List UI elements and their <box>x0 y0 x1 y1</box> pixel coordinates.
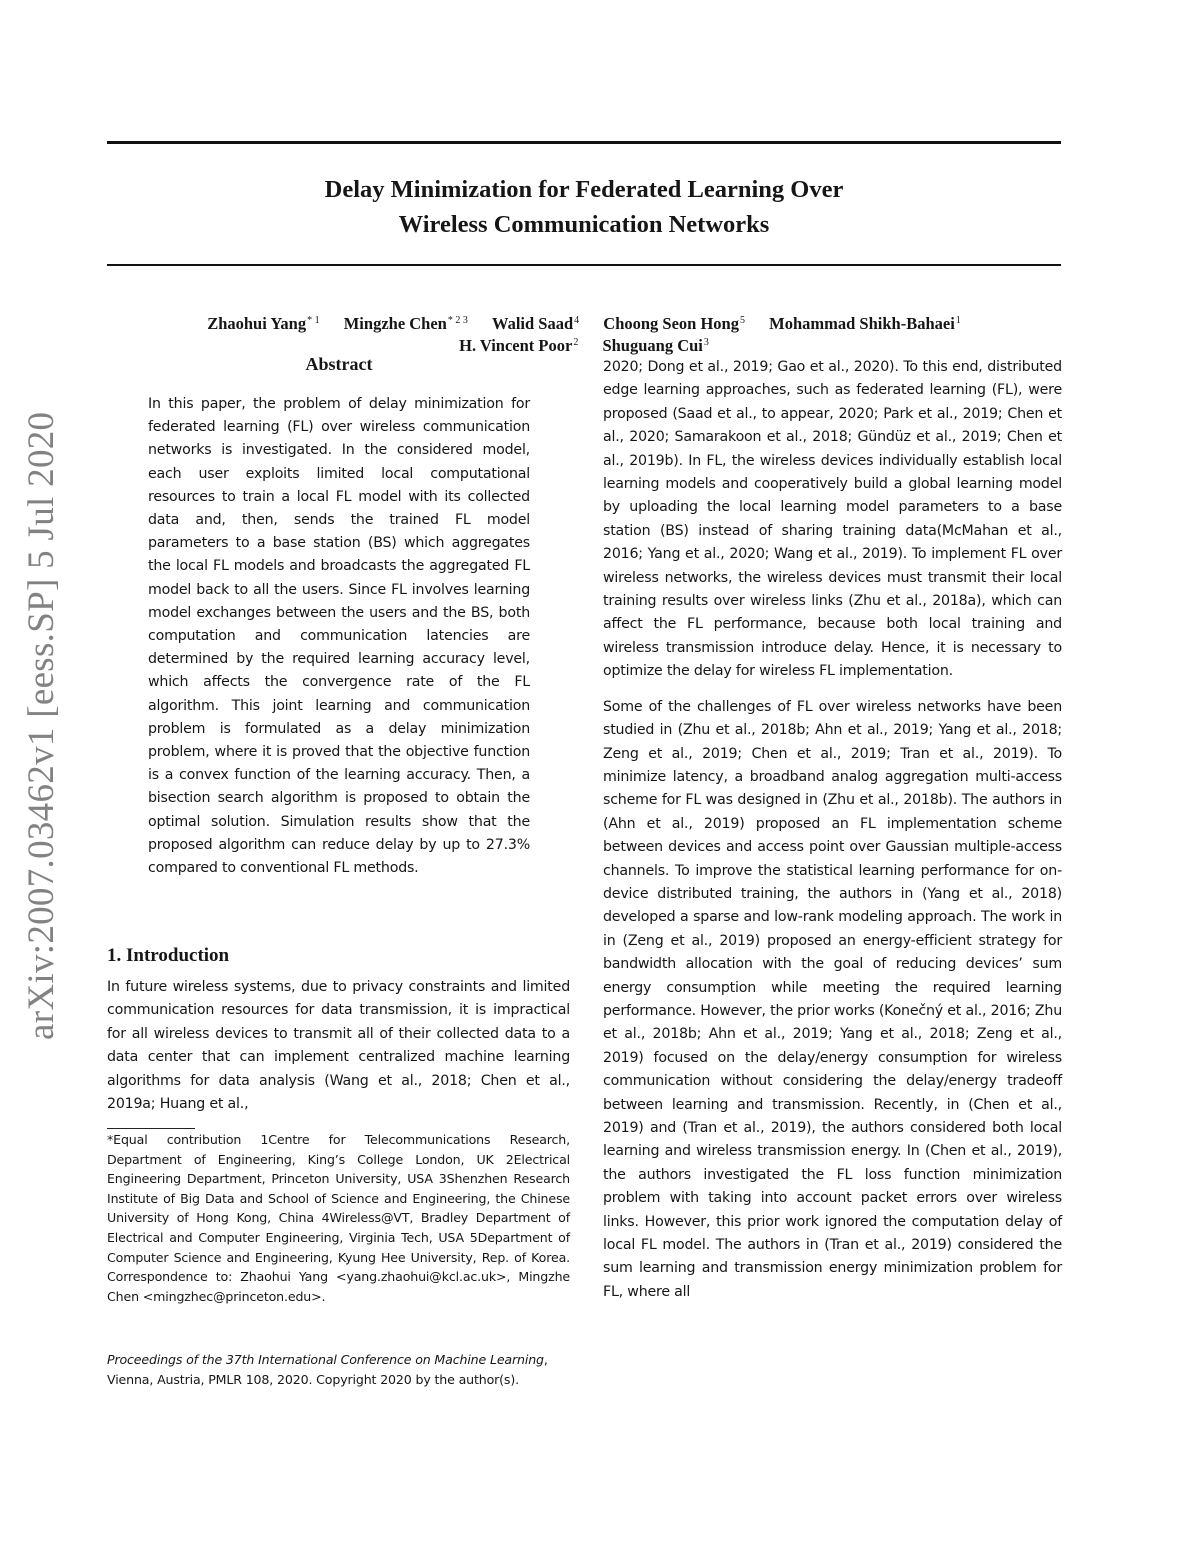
author: H. Vincent Poor$^2$ <box>459 336 579 355</box>
author: Shuguang Cui$^3$ <box>602 336 709 355</box>
proceedings-venue: Proceedings of the 37th International Conference on Machine Learning <box>107 1352 544 1367</box>
abstract-text: In this paper, the problem of delay minimization for federated learning (FL) over wireless communication networks is investigated. In the considered model, each user exploits limited local computational resources to train a local FL model with its collected data and, then, sends the trained FL model parameters to a base station (BS) which aggregates the local FL models and broadcasts the aggregated FL model back to all the users. Since FL involves learning model exchanges between the users and the BS, both computation and communication latencies are determined by the required learning accuracy level, which affects the convergence rate of the FL algorithm. This joint learning and communication problem is formulated as a delay minimization problem, where it is proved that the objective function is a convex function of the learning accuracy. Then, a bisection search algorithm is proposed to obtain the optimal solution. Simulation results show that the proposed algorithm can reduce delay by up to 27.3% compared to conventional FL methods. <box>148 396 530 877</box>
title-rule-top <box>107 141 1061 144</box>
footnote-rule <box>107 1128 195 1129</box>
paper-title <box>107 172 1061 242</box>
abstract-heading: Abstract <box>305 354 373 374</box>
author: Mohammad Shikh-Bahaei$^1$ <box>769 314 961 333</box>
author: Choong Seon Hong$^5$ <box>603 314 745 333</box>
affiliations-footnote: *Equal contribution 1Centre for Telecommunications Research, Department of Engineering, King’s College London, UK 2Electrical Engineering Department, Princeton University, USA 3Shenzhen Research Institute of Big Data and School of Science and Engineering, the Chinese University of Hong Kong, China 4Wireless@VT, Bradley Department of Electrical and Computer Engineering, Virginia Tech, USA 5Department of Computer Science and Engineering, Kyung Hee University, Rep. of Korea. Correspondence to: Zhaohui Yang <yang.zhaohui@kcl.ac.uk>, Mingzhe Chen <mingzhec@princeton.edu>. <box>107 1132 570 1304</box>
proceedings-note <box>107 1350 570 1390</box>
proceedings-details: , Vienna, Austria, PMLR 108, 2020. Copyright 2020 by the author(s). <box>107 1352 548 1387</box>
author: Zhaohui Yang$^{* 1}$ <box>207 314 320 333</box>
title-line-2: Wireless Communication Networks <box>398 211 770 238</box>
right-column <box>603 356 1062 1316</box>
author: Mingzhe Chen$^{* 2 3}$ <box>343 314 468 333</box>
body-paragraph: Some of the challenges of FL over wireless networks have been studied in (Zhu et al., 2018b; Ahn et al., 2019; Yang et al., 2018; Zeng et al., 2019; Chen et al., 2019; Tran et al., 2019). To minimize latency, a broadband analog aggregation multi-access scheme for FL was designed in (Zhu et al., 2018b). The authors in (Ahn et al., 2019) proposed an FL implementation scheme between devices and access point over Gaussian multiple-access channels. To improve the statistical learning performance for on-device distributed training, the authors in (Yang et al., 2018) developed a sparse and low-rank modeling approach. The work in in (Zeng et al., 2019) proposed an energy-efficient strategy for bandwidth allocation with the goal of reducing devices’ sum energy consumption while meeting the required learning performance. However, the prior works (Konečný et al., 2016; Zhu et al., 2018b; Ahn et al., 2019; Yang et al., 2018; Zeng et al., 2019) focused on the delay/energy consumption for wireless communication without considering the delay/energy tradeoff between learning and transmission. Recently, in (Chen et al., 2019) and (Tran et al., 2019), the authors considered both local learning and wireless transmission energy. In (Chen et al., 2019), the authors investigated the FL loss function minimization problem with taking into account packet errors over wireless links. However, this prior work ignored the computation delay of local FL model. The authors in (Tran et al., 2019) considered the sum learning and transmission energy minimization problem for FL, where all <box>603 698 1062 1300</box>
section-heading-introduction: 1. Introduction <box>107 945 230 966</box>
body-paragraph: 2020; Dong et al., 2019; Gao et al., 2020). To this end, distributed edge learning approaches, such as federated learning (FL), were proposed (Saad et al., to appear, 2020; Park et al., 2019; Chen et al., 2020; Samarakoon et al., 2018; Gündüz et al., 2019; Chen et al., 2019b). In FL, the wireless devices individually establish local learning models and cooperatively build a global learning model by uploading the local learning model parameters to a base station (BS) instead of sharing training data(McMahan et al., 2016; Yang et al., 2020; Wang et al., 2019). To implement FL over wireless networks, the wireless devices must transmit their local training results over wireless links (Zhu et al., 2018a), which can affect the FL performance, because both local training and wireless transmission introduce delay. Hence, it is necessary to optimize the delay for wireless FL implementation. <box>603 359 1062 680</box>
title-line-1: Delay Minimization for Federated Learning Over <box>324 176 844 203</box>
arxiv-stamp: arXiv:2007.03462v1 [eess.SP] 5 Jul 2020 <box>21 411 62 1040</box>
author: Walid Saad$^4$ <box>491 314 580 333</box>
introduction-paragraph: In future wireless systems, due to privacy constraints and limited communication resources for data transmission, it is impractical for all wireless devices to transmit all of their collected data to a data center that can implement centralized machine learning algorithms for data analysis (Wang et al., 2018; Chen et al., 2019a; Huang et al., <box>107 979 570 1113</box>
title-rule-bottom <box>107 264 1061 266</box>
